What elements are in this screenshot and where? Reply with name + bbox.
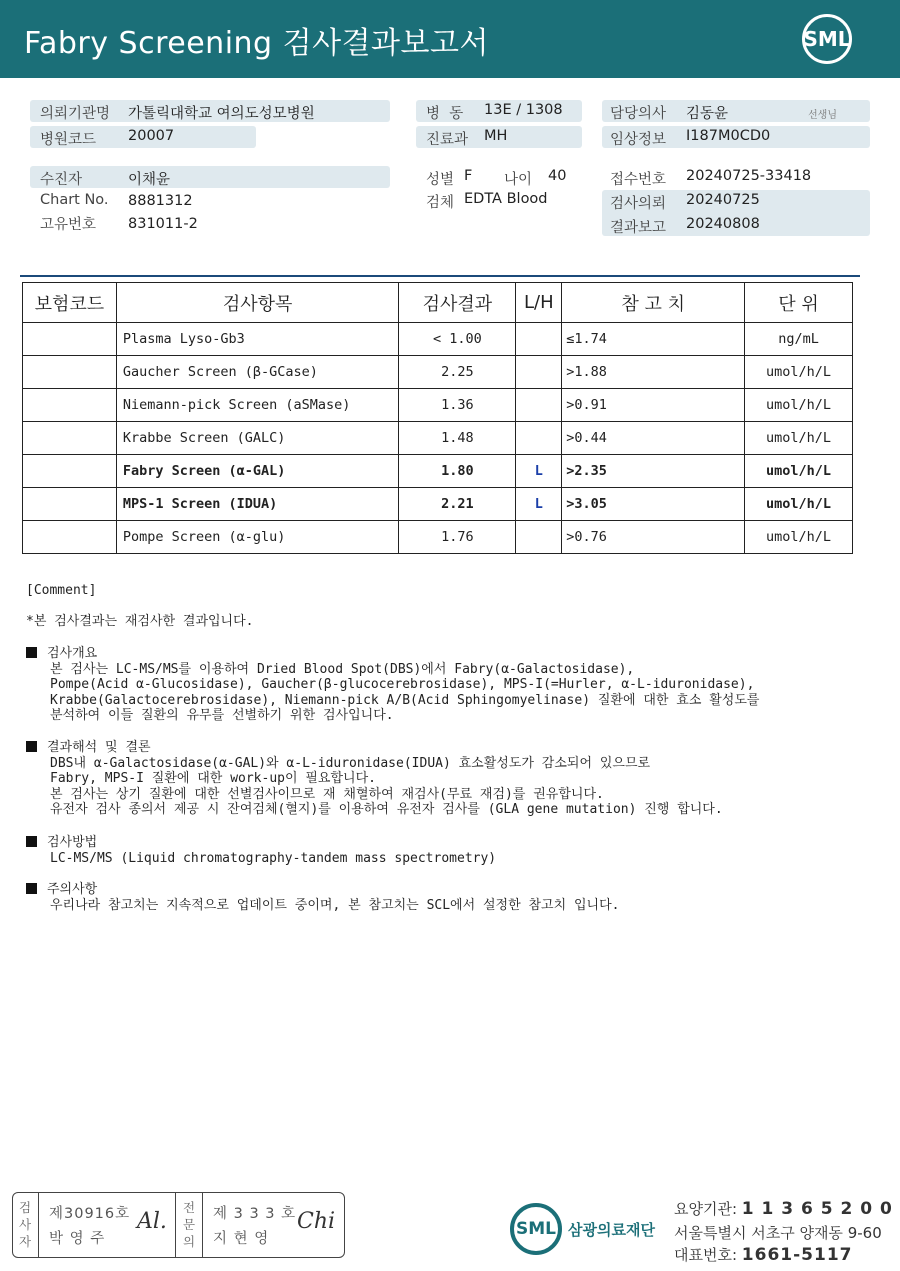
chart-label: Chart No.: [40, 192, 109, 208]
sex-label: 성별: [426, 172, 455, 188]
cell-unit: ng/mL: [745, 323, 853, 356]
cell-item: Krabbe Screen (GALC): [116, 422, 399, 455]
chart-value: 8881312: [128, 193, 193, 209]
comment-section-interpretation: [26, 740, 723, 818]
table-row-abnormal: [23, 455, 853, 488]
cell-lh: [516, 323, 562, 356]
phone-label: 대표번호:: [674, 1246, 738, 1264]
section-body: 우리나라 참고치는 지속적으로 업데이트 중이며, 본 참고치는 SCL에서 설정한 참고치 입니다.: [50, 897, 620, 913]
doctor-suffix: 선생님: [808, 110, 837, 121]
signature-box: [12, 1192, 345, 1258]
examiner-label-cell: [13, 1193, 39, 1257]
org-name: 삼광의료재단: [568, 1221, 655, 1239]
doctor-label: 담당의사: [610, 106, 667, 122]
cell-ref: ≤1.74: [562, 323, 745, 356]
specialist-name: 지 현 영: [213, 1231, 270, 1247]
table-row: [23, 389, 853, 422]
yoyang-value: 1 1 3 6 5 2 0 0: [741, 1199, 893, 1219]
bullet-square-icon: [26, 647, 37, 658]
address: 서울특별시 서초구 양재동 9-60: [674, 1224, 882, 1242]
cell-ref: >0.76: [562, 521, 745, 554]
cell-item: Niemann-pick Screen (aSMase): [116, 389, 399, 422]
cell-ref: >0.44: [562, 422, 745, 455]
section-title: 주의사항: [47, 882, 98, 897]
patient-bar: [30, 166, 390, 188]
comment-label: [Comment]: [26, 583, 97, 598]
requester-label: 의뢰기관명: [40, 106, 111, 122]
hospcode-value: 20007: [128, 128, 175, 144]
table-row: [23, 323, 853, 356]
comment-section-method: [26, 835, 496, 866]
specialist-label-cell: [175, 1193, 203, 1257]
ward-label: 병 동: [426, 106, 464, 122]
cell-item: Pompe Screen (α-glu): [116, 521, 399, 554]
age-label: 나이: [504, 172, 533, 188]
age-value: 40: [548, 168, 567, 184]
cell-result: 2.21: [399, 488, 516, 521]
cell-ref: >2.35: [562, 455, 745, 488]
sml-footer-logo-icon: SML: [510, 1203, 562, 1255]
cell-result: 1.36: [399, 389, 516, 422]
cell-result: 1.76: [399, 521, 516, 554]
dept-value: MH: [484, 128, 508, 144]
receipt-label: 접수번호: [610, 172, 667, 188]
patient-value: 이채윤: [128, 172, 171, 188]
report-header: [0, 0, 900, 78]
cell-unit: umol/h/L: [745, 356, 853, 389]
clinical-label: 임상정보: [610, 132, 667, 148]
col-header-result: 검사결과: [399, 283, 516, 323]
results-table: [22, 282, 853, 554]
cell-code: [23, 389, 117, 422]
col-header-lh: L/H: [516, 283, 562, 323]
cell-code: [23, 323, 117, 356]
cell-item: MPS-1 Screen (IDUA): [116, 488, 399, 521]
cell-ref: >1.88: [562, 356, 745, 389]
cell-code: [23, 521, 117, 554]
dept-label: 진료과: [426, 132, 469, 148]
cell-lh: [516, 389, 562, 422]
cell-unit: umol/h/L: [745, 455, 853, 488]
section-body: DBS내 α-Galactosidase(α-GAL)와 α-L-iduronidase(IDUA) 효소활성도가 감소되어 있으므로 Fabry, MPS-I 질환에 대한 work-up이 필요합니다. 본 검사는 상기 질환에 대한 선별검사이므로 재 채혈하여 재검사(무료 재검)를 권유합니다. 유전자 검사 종의서 제공 시 잔여검체(혈지)를 이용하여 유전자 검사를 (GLA gene mutation) 진행 합니다.: [50, 755, 723, 817]
table-header-row: [23, 283, 853, 323]
cell-unit: umol/h/L: [745, 521, 853, 554]
cell-unit: umol/h/L: [745, 422, 853, 455]
section-body: LC-MS/MS (Liquid chromatography-tandem mass spectrometry): [50, 850, 497, 866]
cell-result: 1.48: [399, 422, 516, 455]
cell-item: Fabry Screen (α-GAL): [116, 455, 399, 488]
specimen-label: 검체: [426, 195, 455, 211]
col-header-item: 검사항목: [116, 283, 399, 323]
specialist-license: 제 3 3 3 호: [213, 1206, 297, 1222]
table-row-abnormal: [23, 488, 853, 521]
examiner-license: 제30916호: [49, 1206, 131, 1222]
testreq-value: 20240725: [686, 192, 760, 208]
cell-code: [23, 488, 117, 521]
cell-unit: umol/h/L: [745, 389, 853, 422]
phone-line: [674, 1244, 852, 1265]
specialist-signature: Chi: [297, 1209, 336, 1234]
section-body: 본 검사는 LC-MS/MS를 이용하여 Dried Blood Spot(DBS)에서 Fabry(α-Galactosidase), Pompe(Acid α-Glucosidase), Gaucher(β-glucocerebrosidase), MPS-I(=Hurler, α-L-iduronidase), Krabbe(Galactocerebrosidase), Niemann-pick A/B(Acid Sphingomyelinase) 질환에 대한 효소 활성도를 분석하여 이들 질환의 유무를 선별하기 위한 검사입니다.: [50, 661, 760, 723]
receipt-value: 20240725-33418: [686, 168, 812, 184]
cell-code: [23, 356, 117, 389]
cell-lh: [516, 356, 562, 389]
cell-item: Gaucher Screen (β-GCase): [116, 356, 399, 389]
examiner-name: 박 영 주: [49, 1231, 106, 1247]
report-title: Fabry Screening 검사결과보고서: [24, 26, 489, 61]
requester-value: 가톨릭대학교 여의도성모병원: [128, 106, 315, 122]
report-label: 결과보고: [610, 220, 667, 236]
cell-lh: [516, 422, 562, 455]
col-header-ref: 참 고 치: [562, 283, 745, 323]
examiner-signature: Al.: [137, 1209, 167, 1234]
col-header-unit: 단 위: [745, 283, 853, 323]
cell-result: 2.25: [399, 356, 516, 389]
section-title: 검사방법: [47, 835, 98, 850]
doctor-value: 김동윤: [686, 106, 729, 122]
hospcode-label: 병원코드: [40, 132, 97, 148]
phone-value: 1661-5117: [741, 1245, 853, 1265]
cell-ref: >0.91: [562, 389, 745, 422]
cell-ref: >3.05: [562, 488, 745, 521]
patient-label: 수진자: [40, 172, 83, 188]
cell-result: 1.80: [399, 455, 516, 488]
report-value: 20240808: [686, 216, 760, 232]
testreq-label: 검사의뢰: [610, 196, 667, 212]
specimen-value: EDTA Blood: [464, 191, 548, 207]
section-title: 결과해석 및 결론: [47, 740, 151, 755]
comment-note: *본 검사결과는 재검사한 결과입니다.: [26, 614, 254, 629]
table-row: [23, 521, 853, 554]
uid-label: 고유번호: [40, 217, 97, 233]
examiner-label: 검 사 자: [18, 1200, 32, 1249]
cell-item: Plasma Lyso-Gb3: [116, 323, 399, 356]
col-header-code: 보험코드: [23, 283, 117, 323]
yoyang-label: 요양기관:: [674, 1200, 738, 1218]
cell-code: [23, 422, 117, 455]
ward-value: 13E / 1308: [484, 102, 563, 118]
cell-code: [23, 455, 117, 488]
section-title: 검사개요: [47, 646, 98, 661]
cell-unit: umol/h/L: [745, 488, 853, 521]
comment-section-overview: [26, 646, 759, 724]
bullet-square-icon: [26, 836, 37, 847]
specialist-label: 전 문 의: [182, 1200, 196, 1249]
uid-value: 831011-2: [128, 216, 198, 232]
sml-logo: SML: [802, 14, 852, 64]
cell-lh: [516, 521, 562, 554]
yoyang-line: [674, 1198, 893, 1219]
bullet-square-icon: [26, 741, 37, 752]
cell-result: < 1.00: [399, 323, 516, 356]
table-row: [23, 356, 853, 389]
clinical-value: I187M0CD0: [686, 128, 771, 144]
cell-lh-flag: L: [516, 455, 562, 488]
table-row: [23, 422, 853, 455]
section-divider: [20, 275, 860, 277]
comment-section-caution: [26, 882, 620, 913]
sex-value: F: [464, 168, 473, 184]
bullet-square-icon: [26, 883, 37, 894]
cell-lh-flag: L: [516, 488, 562, 521]
